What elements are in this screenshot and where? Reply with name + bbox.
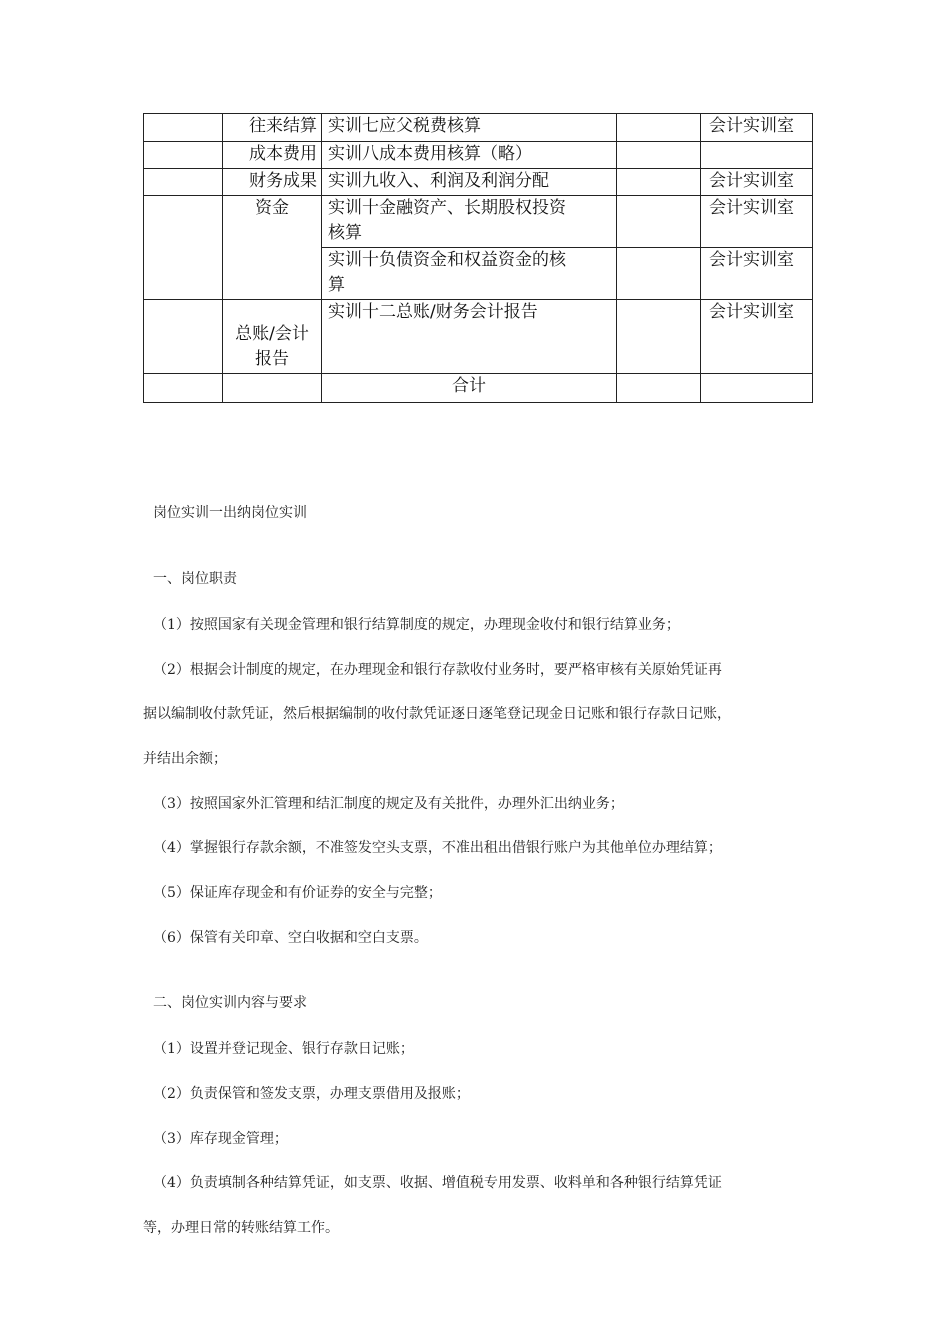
paragraph-line: （6）保管有关印章、空白收据和空白支票。 [153, 930, 428, 946]
paragraph-line: （1）按照国家有关现金管理和银行结算制度的规定，办理现金收付和银行结算业务； [153, 617, 680, 633]
paragraph-line: （3）库存现金管理； [153, 1131, 288, 1147]
table-cell-category: 成本费用 [223, 142, 322, 169]
paragraph-line: （3）按照国家外汇管理和结汇制度的规定及有关批件，办理外汇出纳业务； [153, 796, 624, 812]
table-cell-room: 会计实训室 [701, 300, 813, 374]
paragraph-line: 据以编制收付款凭证，然后根据编制的收付款凭证逐日逐笔登记现金日记账和银行存款日记账， [143, 706, 731, 722]
table-cell-total-label: 合计 [322, 374, 617, 403]
paragraph-line: （4）掌握银行存款余额，不准签发空头支票，不准出租出借银行账户为其他单位办理结算； [153, 840, 722, 856]
section-heading: 二、岗位实训内容与要求 [153, 995, 307, 1011]
table-cell-room: 会计实训室 [701, 248, 813, 300]
section-heading: 一、岗位职责 [153, 571, 237, 587]
paragraph-line: （2）根据会计制度的规定，在办理现金和银行存款收付业务时，要严格审核有关原始凭证再 [153, 662, 722, 678]
table-cell-room: 会计实训室 [701, 169, 813, 196]
project-line: 实训十负债资金和权益资金的核 [328, 250, 566, 270]
table-cell-category: 财务成果 [223, 169, 322, 196]
project-line: 实训十金融资产、长期股权投资 [328, 198, 566, 218]
project-line: 算 [328, 275, 345, 295]
table-cell-room: 会计实训室 [701, 114, 813, 142]
paragraph-line: （4）负责填制各种结算凭证，如支票、收据、增值税专用发票、收料单和各种银行结算凭证 [153, 1175, 722, 1191]
table-cell-project: 实训九收入、利润及利润分配 [322, 169, 617, 196]
project-line: 核算 [328, 223, 362, 243]
doc-title: 岗位实训一出纳岗位实训 [153, 505, 307, 521]
table-cell-project: 实训七应父税费核算 [322, 114, 617, 142]
table-cell-category: 往来结算 [223, 114, 322, 142]
table-cell-room: 会计实训室 [701, 196, 813, 248]
paragraph-line: 并结出余额； [143, 751, 227, 767]
paragraph-line: 等，办理日常的转账结算工作。 [143, 1220, 339, 1236]
table-cell-project: 实训十二总账/财务会计报告 [322, 300, 617, 374]
table-cell-project: 实训八成本费用核算（略） [322, 142, 617, 169]
paragraph-line: （2）负责保管和签发支票，办理支票借用及报账； [153, 1086, 470, 1102]
paragraph-line: （1）设置并登记现金、银行存款日记账； [153, 1041, 414, 1057]
table-cell-category: 资金 [223, 196, 322, 300]
paragraph-line: （5）保证库存现金和有价证券的安全与完整； [153, 885, 442, 901]
category-label: 总账/会计报告 [235, 324, 309, 369]
